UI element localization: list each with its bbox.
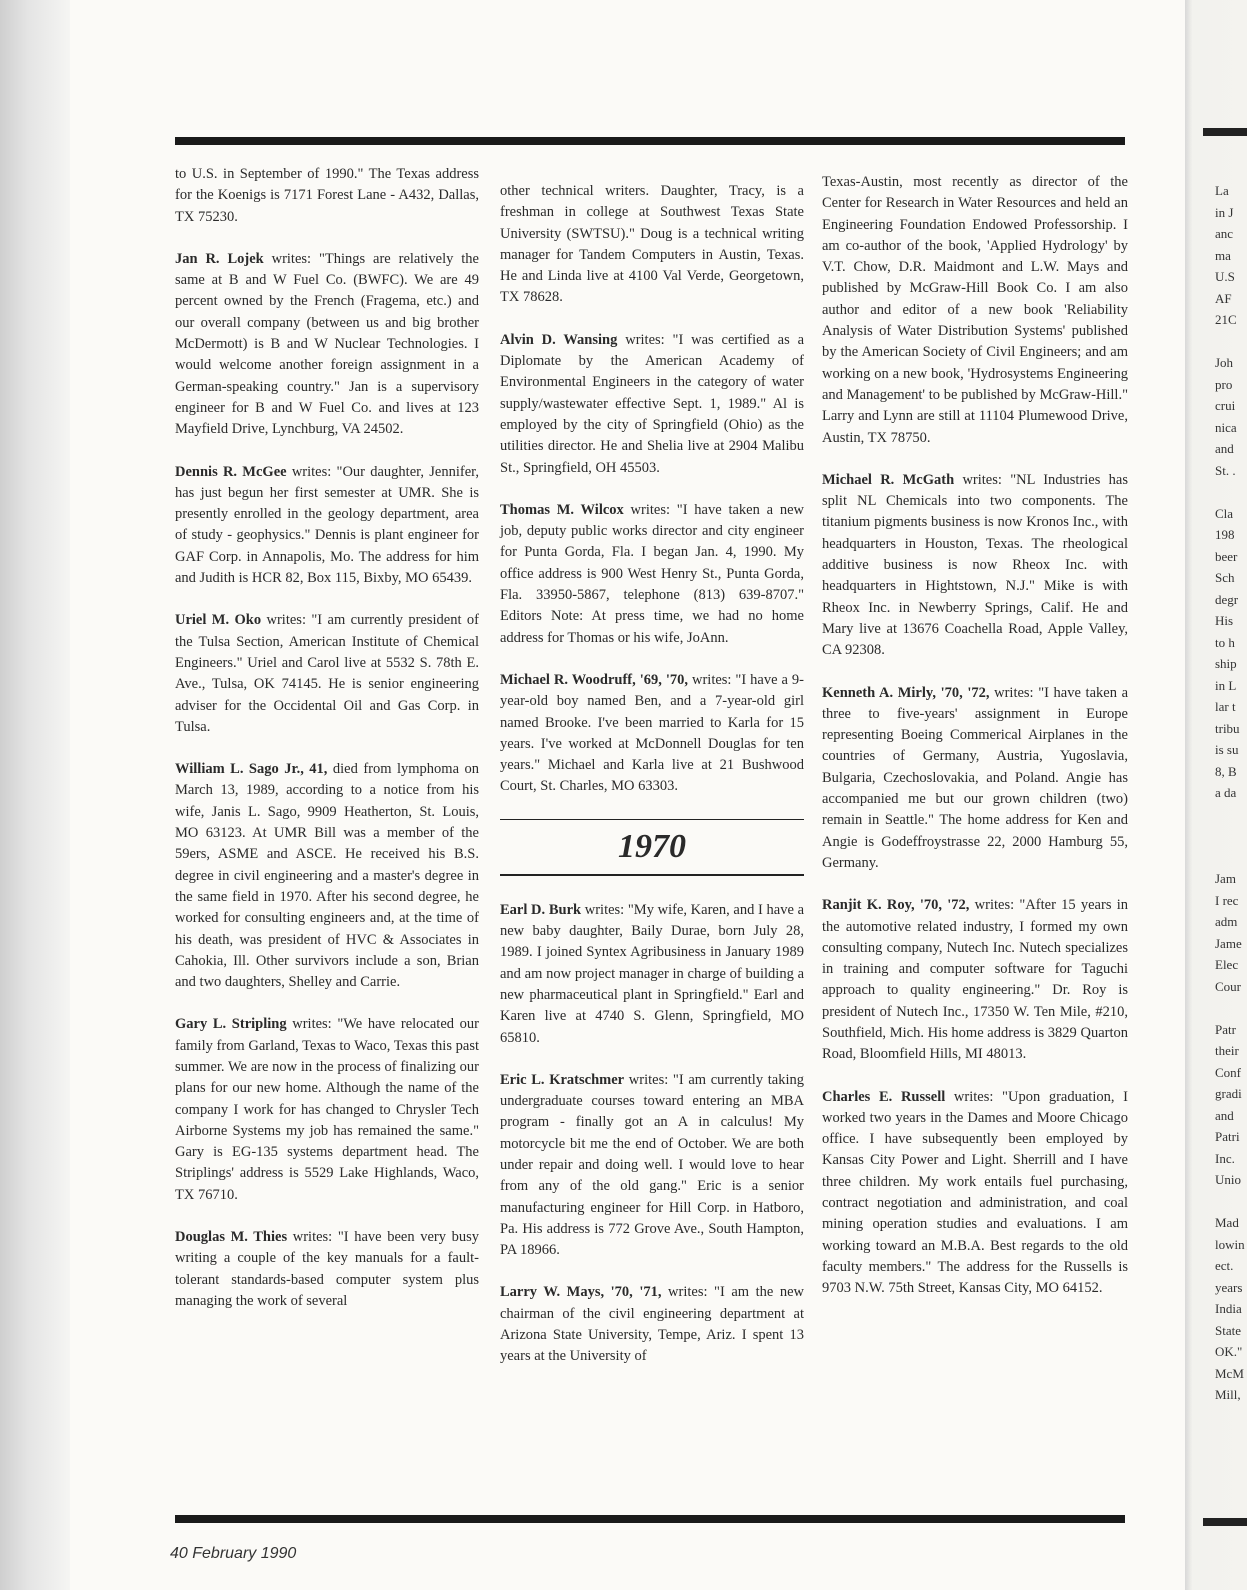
adjacent-page-fragment: 21C bbox=[1215, 312, 1237, 327]
alumni-name: Eric L. Kratschmer bbox=[500, 1071, 625, 1088]
adjacent-page-fragment: Jame bbox=[1215, 935, 1242, 951]
alumni-note bbox=[822, 895, 1128, 1065]
adjacent-page-fragment: U.S bbox=[1215, 269, 1235, 284]
alumni-note-text: to U.S. in September of 1990." The Texas address for the Koenigs is 7171 Forest Lane - A432, Dallas, TX 75230. bbox=[175, 166, 479, 225]
adjacent-page-fragment: 198 bbox=[1215, 527, 1235, 542]
alumni-note bbox=[822, 1087, 1128, 1300]
alumni-note-text: writes: "I have taken a three to five-years' assignment in Europe representing Boeing Commerical Airplanes in the countries of Germany, Austria, Yugoslavia, Bulgaria, Czechoslovakia, and Poland. Angie has accompanied me but our grown children (two) remain in Seattle." The home address for Ken and Angie is Godeffroystrasse 22, 2000 Hamburg 55, Germany. bbox=[822, 684, 1129, 871]
adjacent-page-fragment: Conf bbox=[1215, 1064, 1241, 1080]
page-gutter-shadow bbox=[0, 0, 70, 1590]
adjacent-page-fragment: Mad bbox=[1215, 1215, 1239, 1230]
alumni-note-text: writes: "I was certified as a Diplomate by the American Academy of Environmental Engineers in the category of water supply/wastewater effective Sept. 1, 1989." Al is employed by the city of Springfield (Ohio) as the utilities director. He and Shelia live at 2904 Malibu St., Springfield, OH 45503. bbox=[500, 331, 805, 476]
adjacent-page-fragment: India bbox=[1215, 1301, 1242, 1316]
alumni-note-text: writes: "I am the new chairman of the civil engineering department at Arizona State University, Tempe, Ariz. I spent 13 years at the University of bbox=[500, 1284, 804, 1365]
adjacent-page-fragment bbox=[1215, 481, 1245, 503]
adjacent-page-fragment: anc bbox=[1215, 226, 1234, 241]
adjacent-page-fragment: AF bbox=[1215, 290, 1232, 306]
alumni-note bbox=[500, 670, 804, 798]
alumni-note bbox=[175, 462, 479, 590]
adjacent-page-fragment: State bbox=[1215, 1322, 1241, 1338]
alumni-note-text: writes: "I am currently president of the Tulsa Section, American Institute of Chemical Engineers." Uriel and Carol live at 5532 S. 78th E. Ave., Tulsa, OK 74145. He is senior engineering adviser for the Occidental Oil and Gas Corp. in Tulsa. bbox=[175, 612, 479, 735]
alumni-name: Jan R. Lojek bbox=[175, 250, 264, 267]
alumni-note bbox=[500, 500, 804, 649]
adjacent-page-text bbox=[1215, 180, 1245, 1406]
alumni-note bbox=[500, 1070, 804, 1262]
adjacent-page-fragment: and bbox=[1215, 441, 1234, 456]
alumni-note-text: writes: "Our daughter, Jennifer, has just begun her first semester at UMR. She is presently enrolled in the geology department, area of study - geophysics." Dennis is plant engineer for GAF Corp. in Annapolis, Mo. The address for him and Judith is HCR 82, Box 115, Bixby, MO 65439. bbox=[175, 463, 480, 587]
divider bbox=[500, 874, 804, 876]
alumni-note-text: other technical writers. Daughter, Tracy, is a freshman in college at Southwest Texas State University (SWTSU)." Doug is a technical writing manager for Tandem Computers in Austin, Texas. He and Linda live at 4100 Val Verde, Georgetown, TX 78628. bbox=[500, 183, 804, 306]
adjacent-page-fragment: La bbox=[1215, 183, 1229, 198]
adjacent-page-fragment: Joh bbox=[1215, 355, 1234, 370]
top-rule bbox=[175, 137, 1125, 145]
adjacent-page-fragment bbox=[1215, 331, 1245, 353]
adjacent-page-fragment: His bbox=[1215, 613, 1234, 628]
adjacent-page-fragment: beer bbox=[1215, 548, 1238, 564]
adjacent-page-fragment: ship bbox=[1215, 656, 1237, 671]
adjacent-page-fragment: I rec bbox=[1215, 892, 1239, 908]
adjacent-page-fragment: Patri bbox=[1215, 1129, 1240, 1144]
adjacent-page-fragment: Mill, bbox=[1215, 1387, 1241, 1402]
alumni-note-text: writes: "I am currently taking undergraduate courses toward entering an MBA program - finally got an A in calculus! My motorcycle bit me the end of October. We are both under repair and doing well. I would love to hear from any of the old gang." Eric is a senior manufacturing engineer for Hill Corp. in Hatboro, Pa. His address is 772 Grove Ave., South Hampton, PA 18966. bbox=[500, 1071, 804, 1259]
alumni-name: Dennis R. McGee bbox=[175, 463, 287, 480]
adjacent-page-fragment bbox=[1215, 1191, 1245, 1213]
alumni-note bbox=[500, 181, 804, 309]
adjacent-page-fragment: in L bbox=[1215, 677, 1237, 693]
adjacent-page-fragment bbox=[1215, 804, 1245, 826]
alumni-name: Thomas M. Wilcox bbox=[500, 501, 624, 518]
adjacent-page-fragment: years bbox=[1215, 1279, 1243, 1295]
alumni-name: Uriel M. Oko bbox=[175, 612, 262, 629]
adjacent-page-fragment: lowin bbox=[1215, 1236, 1245, 1252]
alumni-note-text: writes: "NL Industries has split NL Chemicals into two components. The titanium pigments business is now Kronos Inc., with headquarters in Houston, Texas. The rheological additive business is now Rheox Inc. with headquarters in Hightstown, N.J." Mike is with Rheox Inc. in Newberry Springs, Calif. He and Mary live at 13676 Coachella Road, Apple Valley, CA 92308. bbox=[822, 471, 1128, 659]
divider bbox=[500, 819, 804, 821]
adjacent-page-edge bbox=[1185, 0, 1247, 1590]
alumni-name: Alvin D. Wansing bbox=[500, 331, 618, 348]
adjacent-page-fragment: ma bbox=[1215, 247, 1231, 263]
alumni-note bbox=[822, 470, 1128, 662]
adjacent-page-fragment: Sch bbox=[1215, 570, 1235, 585]
adjacent-page-fragment: Elec bbox=[1215, 957, 1239, 972]
alumni-note-text: writes: "I have been very busy writing a couple of the key manuals for a fault-tolerant standards-based computer system plus managing the work of several bbox=[175, 1229, 479, 1309]
adjacent-page-fragment: is su bbox=[1215, 742, 1239, 757]
alumni-name: Ranjit K. Roy, '70, '72, bbox=[822, 897, 970, 914]
adjacent-page-fragment: degr bbox=[1215, 591, 1239, 607]
adjacent-page-fragment: McM bbox=[1215, 1365, 1244, 1381]
alumni-note bbox=[175, 610, 479, 738]
adjacent-page-fragment: adm bbox=[1215, 914, 1238, 929]
alumni-note bbox=[500, 1282, 804, 1367]
adjacent-page-fragment: Patr bbox=[1215, 1021, 1236, 1037]
alumni-note bbox=[175, 164, 479, 228]
alumni-note bbox=[175, 1227, 479, 1312]
adjacent-page-fragment: tribu bbox=[1215, 720, 1240, 736]
bottom-rule bbox=[175, 1515, 1125, 1523]
alumni-note-text: died from lymphoma on March 13, 1989, according to a notice from his wife, Janis L. Sago, 9909 Heatherton, St. Louis, MO 63123. At UMR Bill was a member of the 59ers, ASME and ASCE. He received his B.S. degree in civil engineering and a master's degree in the same field in 1970. After his second degree, he worked for consulting engineers and, at the time of his death, was president of HVC & Associates in Cahokia, Ill. Other survivors include a son, Brian and two daughters, Shelley and Carrie. bbox=[175, 761, 479, 991]
page-footer: 40 February 1990 bbox=[170, 1545, 297, 1562]
adjacent-page-fragment: their bbox=[1215, 1043, 1239, 1058]
adjacent-page-fragment: Inc. bbox=[1215, 1150, 1235, 1166]
adjacent-page-fragment: nica bbox=[1215, 419, 1237, 435]
alumni-note bbox=[500, 330, 804, 479]
alumni-name: Michael R. Woodruff, '69, '70, bbox=[500, 671, 689, 688]
adjacent-page-fragment: lar t bbox=[1215, 699, 1236, 714]
alumni-note-text: writes: "My wife, Karen, and I have a new baby daughter, Baily Durae, born July 28, 1989. I joined Syntex Agribusiness in January 1989 and am now project manager in charge of building a new pharmaceutical plant in Springfield." Earl and Karen live at 4740 S. Glenn, Springfield, MO 65810. bbox=[500, 901, 804, 1046]
alumni-note-text: writes: "Upon graduation, I worked two years in the Dames and Moore Chicago office. I have subsequently been employed by Kansas City Power and Light. Sherrill and I have three children. My work entails fuel purchasing, contract negotiation and administration, and coal mining operation studies and evaluations. I am working toward an M.B.A. Best regards to the old faculty members." The address for the Russells is 9703 N.W. 75th Street, Kansas City, MO 64152. bbox=[822, 1088, 1128, 1297]
column-1 bbox=[175, 164, 479, 1333]
alumni-name: Gary L. Stripling bbox=[175, 1016, 287, 1033]
adjacent-page-rule-top bbox=[1203, 128, 1247, 136]
adjacent-page-rule-bottom bbox=[1203, 1518, 1247, 1526]
alumni-note bbox=[175, 1014, 479, 1206]
alumni-name: Larry W. Mays, '70, '71, bbox=[500, 1284, 662, 1301]
alumni-name: Earl D. Burk bbox=[500, 901, 582, 918]
adjacent-page-fragment: to h bbox=[1215, 634, 1235, 650]
adjacent-page-fragment bbox=[1215, 825, 1245, 847]
adjacent-page-fragment: gradi bbox=[1215, 1086, 1242, 1101]
adjacent-page-fragment: in J bbox=[1215, 204, 1234, 220]
alumni-note-text: writes: "We have relocated our family from Garland, Texas to Waco, Texas this past summer. We are now in the process of finalizing our plans for our new home. Although the name of the company I work for has changed to Chrysler Tech Airborne Systems my job has remained the same." Gary is EG-135 systems department head. The Striplings' address is 5529 Lake Highlands, Waco, TX 76710. bbox=[175, 1016, 479, 1203]
alumni-note bbox=[175, 759, 479, 993]
alumni-note-text: Texas-Austin, most recently as director of the Center for Research in Water Resources and held an Engineering Foundation Endowed Professorship. I am co-author of the book, 'Applied Hydrology' by V.T. Chow, D.R. Maidmont and L.W. Mays and published by McGraw-Hill Book Co. I am also author and editor of a new book 'Reliability Analysis of Water Distribution Systems' published by the American Society of Civil Engineers; and am working on a new book, 'Hydrosystems Engineering and Management' to be published by McGraw-Hill." Larry and Lynn are still at 11104 Plumewood Drive, Austin, TX 78750. bbox=[822, 174, 1128, 446]
adjacent-page-fragment bbox=[1215, 847, 1245, 869]
class-year-heading-block bbox=[500, 819, 804, 876]
adjacent-page-fragment: Cour bbox=[1215, 978, 1241, 994]
adjacent-page-fragment: Jam bbox=[1215, 871, 1236, 886]
adjacent-page-fragment: crui bbox=[1215, 398, 1236, 413]
alumni-name: Kenneth A. Mirly, '70, '72, bbox=[822, 684, 990, 701]
alumni-note-text: writes: "I have a 9-year-old boy named Ben, and a 7-year-old girl named Brooke. I've been married to Karla for 15 years. I've worked at McDonnell Douglas for ten years." Michael and Karla live at 21 Bushwood Court, St. Charles, MO 63303. bbox=[500, 671, 804, 795]
adjacent-page-fragment: OK." bbox=[1215, 1344, 1243, 1359]
adjacent-page-fragment: a da bbox=[1215, 785, 1237, 800]
adjacent-page-fragment: 8, B bbox=[1215, 763, 1237, 779]
alumni-note bbox=[500, 900, 804, 1049]
alumni-name: William L. Sago Jr., 41, bbox=[175, 761, 328, 778]
column-2 bbox=[500, 181, 804, 1389]
alumni-name: Michael R. McGath bbox=[822, 471, 955, 488]
adjacent-page-fragment: Cla bbox=[1215, 505, 1234, 521]
adjacent-page-fragment: and bbox=[1215, 1107, 1234, 1123]
alumni-note-text: writes: "After 15 years in the automotive related industry, I formed my own consulting company, Nutech Inc. Nutech specializes in training and computer software for Taguchi approach to quality engineering." Dr. Roy is president of Nutech Inc., 17350 W. Ten Mile, #210, Southfield, Mich. His home address is 3829 Quarton Road, Bloomfield Hills, MI 48013. bbox=[822, 897, 1128, 1063]
column-3 bbox=[822, 172, 1128, 1321]
adjacent-page-fragment: ect. bbox=[1215, 1258, 1234, 1273]
alumni-note bbox=[822, 683, 1128, 875]
class-year-heading: 1970 bbox=[618, 828, 686, 866]
adjacent-page-fragment bbox=[1215, 997, 1245, 1019]
alumni-note-text: writes: "I have taken a new job, deputy public works director and city engineer for Punta Gorda, Fla. I began Jan. 4, 1990. My office address is 900 West Henry St., Punta Gorda, Fla. 33950-5867, telephone (813) 639-8707." Editors Note: At press time, we had no home address for Thomas or his wife, JoAnn. bbox=[500, 501, 804, 646]
alumni-note bbox=[175, 249, 479, 441]
alumni-note bbox=[822, 172, 1128, 449]
adjacent-page-fragment: Unio bbox=[1215, 1172, 1241, 1187]
alumni-note-text: writes: "Things are relatively the same at B and W Fuel Co. (BWFC). We are 49 percent owned by the French (Fragema, etc.) and our overall company (between us and big brother McDermott) is B and W Nuclear Technologies. I would welcome another foreign assignment in a German-speaking country." Jan is a supervisory engineer for B and W Fuel Co. and lives at 123 Mayfield Drive, Lynchburg, VA 24502. bbox=[175, 250, 479, 438]
adjacent-page-fragment: pro bbox=[1215, 376, 1233, 392]
adjacent-page-fragment: St. . bbox=[1215, 462, 1236, 478]
alumni-name: Charles E. Russell bbox=[822, 1088, 946, 1105]
alumni-name: Douglas M. Thies bbox=[175, 1229, 288, 1246]
